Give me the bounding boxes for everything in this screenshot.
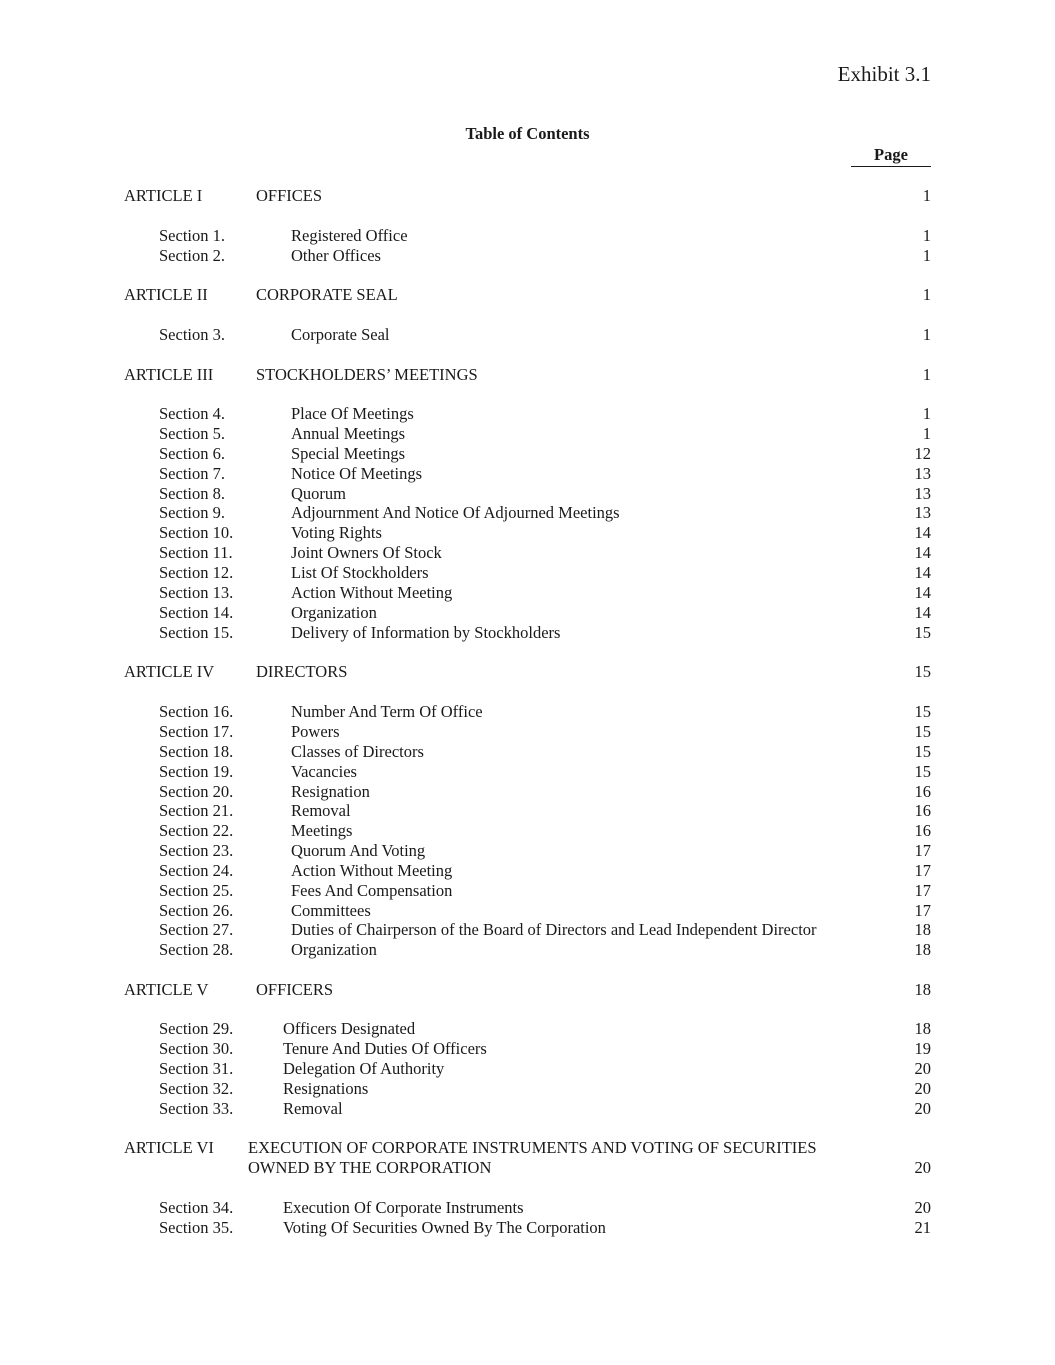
section-label: Section 13.	[159, 583, 234, 602]
section-label: Section 8.	[159, 484, 225, 503]
page-number: 16	[914, 782, 931, 801]
toc-section-row	[0, 881, 1055, 901]
page-number: 1	[922, 226, 931, 245]
article-title: OFFICES	[256, 186, 323, 205]
toc-section-row	[0, 623, 1055, 643]
section-title: Voting Of Securities Owned By The Corporation	[283, 1218, 606, 1237]
toc-section-row	[0, 861, 1055, 881]
section-title: Voting Rights	[291, 523, 382, 542]
section-label: Section 28.	[159, 940, 234, 959]
section-label: Section 26.	[159, 901, 234, 920]
section-title: Removal	[291, 801, 351, 820]
toc-section-row	[0, 1079, 1055, 1099]
section-title: List Of Stockholders	[291, 563, 429, 582]
page-number: 18	[914, 940, 931, 959]
toc-section-row	[0, 1019, 1055, 1039]
section-title: Classes of Directors	[291, 742, 424, 761]
toc-article-row	[0, 186, 1055, 206]
toc-section-row	[0, 424, 1055, 444]
toc-section-row	[0, 325, 1055, 345]
section-title: Place Of Meetings	[291, 404, 414, 423]
section-label: Section 29.	[159, 1019, 234, 1038]
section-label: Section 16.	[159, 702, 234, 721]
page-number: 16	[914, 801, 931, 820]
page-number: 18	[914, 980, 931, 999]
section-title: Tenure And Duties Of Officers	[283, 1039, 487, 1058]
toc-section-row	[0, 841, 1055, 861]
toc-section-row	[0, 226, 1055, 246]
section-title: Corporate Seal	[291, 325, 390, 344]
toc-article-row-continued	[0, 1158, 1055, 1178]
section-title: Meetings	[291, 821, 353, 840]
toc-section-row	[0, 1039, 1055, 1059]
section-label: Section 35.	[159, 1218, 234, 1237]
page-number: 14	[914, 543, 931, 562]
page-number: 13	[914, 464, 931, 483]
page-number: 20	[914, 1158, 931, 1177]
section-title: Resignations	[283, 1079, 369, 1098]
article-title: CORPORATE SEAL	[256, 285, 398, 304]
section-label: Section 18.	[159, 742, 234, 761]
page-number: 14	[914, 583, 931, 602]
page-number: 17	[914, 881, 931, 900]
article-label: ARTICLE I	[124, 186, 203, 205]
section-label: Section 17.	[159, 722, 234, 741]
section-title: Officers Designated	[283, 1019, 416, 1038]
section-title: Delegation Of Authority	[283, 1059, 445, 1078]
toc-article-row	[0, 1138, 1055, 1158]
page-number: 14	[914, 603, 931, 622]
page-number: 17	[914, 841, 931, 860]
section-title: Quorum And Voting	[291, 841, 426, 860]
section-title: Duties of Chairperson of the Board of Directors and Lead Independent Director	[291, 920, 817, 939]
toc-section-row	[0, 1099, 1055, 1119]
section-label: Section 7.	[159, 464, 225, 483]
page-number: 18	[914, 920, 931, 939]
section-title: Notice Of Meetings	[291, 464, 423, 483]
toc-section-row	[0, 1198, 1055, 1218]
page-number: 15	[914, 742, 931, 761]
section-label: Section 30.	[159, 1039, 234, 1058]
exhibit-label: Exhibit 3.1	[837, 62, 931, 86]
section-label: Section 1.	[159, 226, 225, 245]
page-number: 1	[922, 285, 931, 304]
article-title: DIRECTORS	[256, 662, 348, 681]
section-label: Section 22.	[159, 821, 234, 840]
toc-section-row	[0, 762, 1055, 782]
article-title: OFFICERS	[256, 980, 334, 999]
section-label: Section 9.	[159, 503, 225, 522]
toc-section-row	[0, 583, 1055, 603]
page-number: 1	[922, 404, 931, 423]
toc-section-row	[0, 702, 1055, 722]
page-number: 1	[922, 246, 931, 265]
page-number: 14	[914, 563, 931, 582]
section-label: Section 32.	[159, 1079, 234, 1098]
toc-section-row	[0, 742, 1055, 762]
page-number: 20	[914, 1099, 931, 1118]
page-number: 13	[914, 484, 931, 503]
section-label: Section 31.	[159, 1059, 234, 1078]
toc-section-row	[0, 920, 1055, 940]
article-title: EXECUTION OF CORPORATE INSTRUMENTS AND VOTING OF SECURITIES	[248, 1138, 817, 1157]
article-label: ARTICLE V	[124, 980, 209, 999]
section-title: Special Meetings	[291, 444, 406, 463]
section-title: Execution Of Corporate Instruments	[283, 1198, 524, 1217]
toc-section-row	[0, 801, 1055, 821]
section-label: Section 27.	[159, 920, 234, 939]
section-label: Section 5.	[159, 424, 225, 443]
toc-article-row	[0, 365, 1055, 385]
page-number: 13	[914, 503, 931, 522]
toc-section-row	[0, 821, 1055, 841]
page-number: 15	[914, 762, 931, 781]
toc-section-row	[0, 523, 1055, 543]
toc-section-row	[0, 484, 1055, 504]
section-label: Section 24.	[159, 861, 234, 880]
section-title: Removal	[283, 1099, 343, 1118]
page-column-heading: Page	[851, 145, 931, 167]
toc-section-row	[0, 722, 1055, 742]
toc-section-row	[0, 940, 1055, 960]
page-number: 1	[922, 186, 931, 205]
section-title: Organization	[291, 603, 377, 622]
toc-section-row	[0, 246, 1055, 266]
toc-title: Table of Contents	[465, 124, 590, 143]
toc-section-row	[0, 543, 1055, 563]
toc-section-row	[0, 901, 1055, 921]
toc-article-row	[0, 662, 1055, 682]
section-title: Committees	[291, 901, 371, 920]
page-number: 20	[914, 1059, 931, 1078]
section-title: Powers	[291, 722, 340, 741]
section-label: Section 14.	[159, 603, 234, 622]
section-label: Section 21.	[159, 801, 234, 820]
article-title-continued: OWNED BY THE CORPORATION	[248, 1158, 492, 1177]
section-label: Section 6.	[159, 444, 225, 463]
section-label: Section 33.	[159, 1099, 234, 1118]
page-number: 21	[914, 1218, 931, 1237]
section-label: Section 15.	[159, 623, 234, 642]
article-label: ARTICLE VI	[124, 1138, 214, 1157]
page-number: 1	[922, 365, 931, 384]
page-number: 18	[914, 1019, 931, 1038]
toc-section-row	[0, 444, 1055, 464]
section-title: Other Offices	[291, 246, 381, 265]
section-title: Joint Owners Of Stock	[291, 543, 442, 562]
page-number: 15	[914, 702, 931, 721]
article-label: ARTICLE III	[124, 365, 214, 384]
page-number: 12	[914, 444, 931, 463]
section-label: Section 23.	[159, 841, 234, 860]
section-label: Section 12.	[159, 563, 234, 582]
toc-section-row	[0, 603, 1055, 623]
toc-article-row	[0, 285, 1055, 305]
page-number: 20	[914, 1198, 931, 1217]
section-title: Registered Office	[291, 226, 408, 245]
section-label: Section 2.	[159, 246, 225, 265]
section-title: Resignation	[291, 782, 370, 801]
section-title: Number And Term Of Office	[291, 702, 483, 721]
section-title: Annual Meetings	[291, 424, 406, 443]
page-number: 20	[914, 1079, 931, 1098]
toc-section-row	[0, 563, 1055, 583]
page-number: 19	[914, 1039, 931, 1058]
page-number: 16	[914, 821, 931, 840]
page-number: 1	[922, 424, 931, 443]
section-label: Section 3.	[159, 325, 225, 344]
section-title: Adjournment And Notice Of Adjourned Meetings	[291, 503, 620, 522]
section-title: Delivery of Information by Stockholders	[291, 623, 561, 642]
section-title: Organization	[291, 940, 377, 959]
section-label: Section 25.	[159, 881, 234, 900]
page-number: 15	[914, 623, 931, 642]
article-label: ARTICLE IV	[124, 662, 215, 681]
section-label: Section 11.	[159, 543, 233, 562]
section-title: Action Without Meeting	[291, 583, 453, 602]
toc-section-row	[0, 503, 1055, 523]
page-number: 15	[914, 722, 931, 741]
toc-section-row	[0, 1059, 1055, 1079]
section-title: Quorum	[291, 484, 346, 503]
section-title: Action Without Meeting	[291, 861, 453, 880]
page-number: 15	[914, 662, 931, 681]
article-label: ARTICLE II	[124, 285, 208, 304]
toc-article-row	[0, 980, 1055, 1000]
page-number: 1	[922, 325, 931, 344]
toc-section-row	[0, 1218, 1055, 1238]
page-number: 17	[914, 861, 931, 880]
section-label: Section 20.	[159, 782, 234, 801]
section-title: Vacancies	[291, 762, 357, 781]
section-label: Section 34.	[159, 1198, 234, 1217]
section-label: Section 4.	[159, 404, 225, 423]
page-number: 14	[914, 523, 931, 542]
page-number: 17	[914, 901, 931, 920]
toc-section-row	[0, 404, 1055, 424]
section-label: Section 10.	[159, 523, 234, 542]
article-title: STOCKHOLDERS’ MEETINGS	[256, 365, 478, 384]
section-label: Section 19.	[159, 762, 234, 781]
section-title: Fees And Compensation	[291, 881, 453, 900]
toc-section-row	[0, 782, 1055, 802]
toc-section-row	[0, 464, 1055, 484]
